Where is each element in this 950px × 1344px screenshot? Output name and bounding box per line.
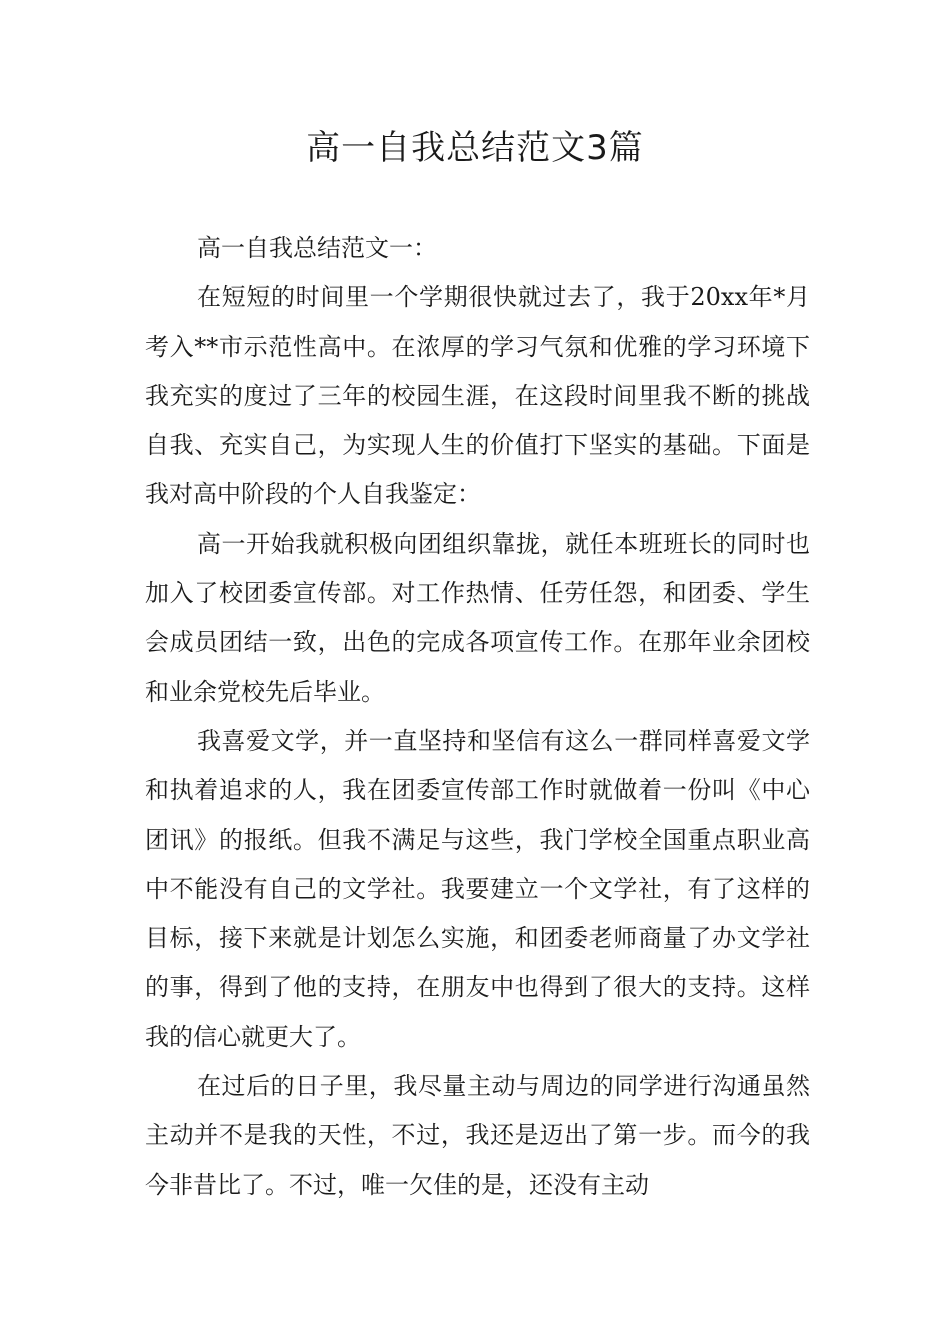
paragraph-heading-one: 高一自我总结范文一： (197, 234, 437, 262)
paragraph: 在过后的日子里，我尽量主动与周边的同学进行沟通虽然主动并不是我的天性，不过，我还是迈出了第一步。而今的我今非昔比了。不过，唯一欠佳的是，还没有主动 (145, 1072, 810, 1199)
document-title: 高一自我总结范文3篇 (306, 128, 644, 168)
paragraph: 高一开始我就积极向团组织靠拢，就任本班班长的同时也加入了校团委宣传部。对工作热情、任劳任怨，和团委、学生会成员团结一致，出色的完成各项宣传工作。在那年业余团校和业余党校先后毕业。 (145, 529, 810, 706)
paragraph: 我喜爱文学，并一直坚持和坚信有这么一群同样喜爱文学和执着追求的人，我在团委宣传部工作时就做着一份叫《中心团讯》的报纸。但我不满足与这些，我门学校全国重点职业高中不能没有自己的文学社。我要建立一个文学社，有了这样的目标，接下来就是计划怎么实施，和团委老师商量了办文学社的事，得到了他的支持，在朋友中也得到了很大的支持。这样我的信心就更大了。 (145, 726, 810, 1051)
document-body (145, 224, 810, 1210)
paragraph: 在短短的时间里一个学期很快就过去了，我于20xx年*月考入**市示范性高中。在浓厚的学习气氛和优雅的学习环境下我充实的度过了三年的校园生涯，在这段时间里我不断的挑战自我、充实自己，为实现人生的价值打下坚实的基础。下面是我对高中阶段的个人自我鉴定： (145, 283, 810, 509)
